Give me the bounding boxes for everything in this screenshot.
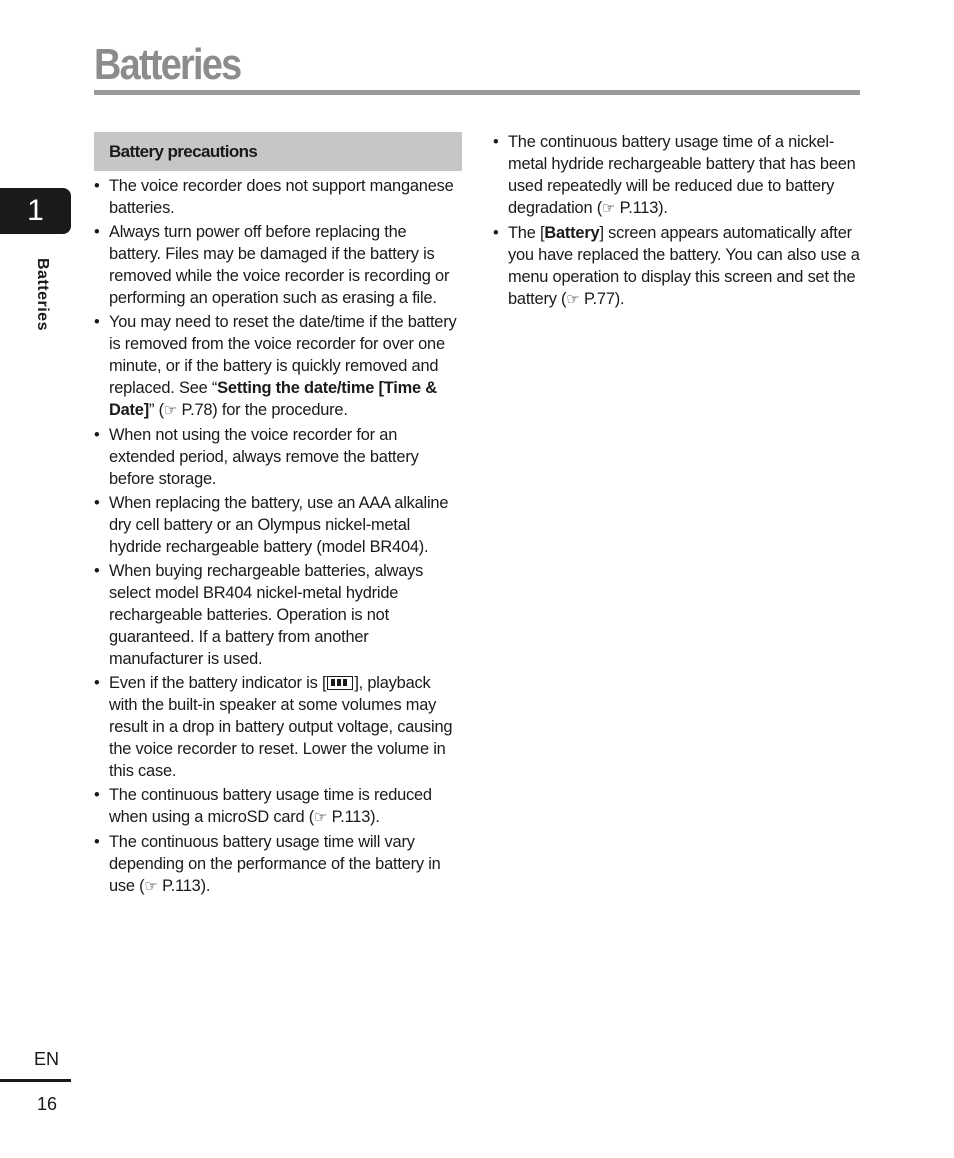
pointing-hand-icon: ☞ <box>163 402 178 419</box>
list-item: • The continuous battery usage time is reduced when using a microSD card (☞ P.113). <box>94 784 462 829</box>
page-reference[interactable]: P.113 <box>162 877 201 895</box>
pointing-hand-icon: ☞ <box>602 200 616 217</box>
pointing-hand-icon: ☞ <box>314 809 328 826</box>
chapter-side-label: Batteries <box>34 258 51 331</box>
right-column <box>493 131 863 313</box>
left-bullet-list <box>94 175 462 898</box>
page-title: Batteries <box>94 40 241 89</box>
chapter-tab: 1 <box>0 188 71 234</box>
list-item: • The continuous battery usage time will vary depending on the performance of the battery in use (☞ P.113). <box>94 831 462 898</box>
list-item: • Even if the battery indicator is [ ], playback with the built-in speaker at some volumes may result in a drop in battery output voltage, causing the voice recorder to reset. Lower the volume in this case. <box>94 672 462 782</box>
page-reference[interactable]: P.113 <box>619 199 659 217</box>
title-rule <box>94 90 860 95</box>
cross-reference-title: Setting the date/time [Time & Date] <box>109 379 437 419</box>
page-reference[interactable]: P.77 <box>583 290 615 308</box>
pointing-hand-icon: ☞ <box>566 291 580 308</box>
page-reference[interactable]: P.78 <box>181 401 213 419</box>
page-number: 16 <box>37 1094 58 1114</box>
right-bullet-list <box>493 131 863 311</box>
list-item: • When not using the voice recorder for an extended period, always remove the battery before storage. <box>94 424 462 490</box>
list-item: • When replacing the battery, use an AAA alkaline dry cell battery or an Olympus nickel-metal hydride rechargeable battery (model BR404). <box>94 492 462 558</box>
page-reference[interactable]: P.113 <box>331 808 371 826</box>
list-item: • The voice recorder does not support manganese batteries. <box>94 175 462 219</box>
pointing-hand-icon: ☞ <box>144 878 158 895</box>
list-item: • You may need to reset the date/time if the battery is removed from the voice recorder for over one minute, or if the battery is quickly removed and replaced. See “Setting the date/time [Time & Date]” (☞ P.78) for the procedure. <box>94 311 462 422</box>
battery-screen-name: Battery <box>544 224 600 242</box>
language-label: EN <box>34 1049 60 1069</box>
list-item: • When buying rechargeable batteries, always select model BR404 nickel-metal hydride rechargeable batteries. Operation is not guaranteed. If a battery from another manufacturer is used. <box>94 560 462 670</box>
left-column <box>94 132 462 900</box>
list-item: • The [Battery] screen appears automatically after you have replaced the battery. You can also use a menu operation to display this screen and set the battery (☞ P.77). <box>493 222 863 311</box>
list-item: • The continuous battery usage time of a nickel-metal hydride rechargeable battery that has been used repeatedly will be reduced due to battery degradation (☞ P.113). <box>493 131 863 220</box>
battery-full-icon <box>327 676 353 690</box>
list-item: • Always turn power off before replacing the battery. Files may be damaged if the battery is removed while the voice recorder is recording or performing an operation such as erasing a file. <box>94 221 462 309</box>
section-header: Battery precautions <box>94 132 462 171</box>
language-rule <box>0 1079 71 1082</box>
